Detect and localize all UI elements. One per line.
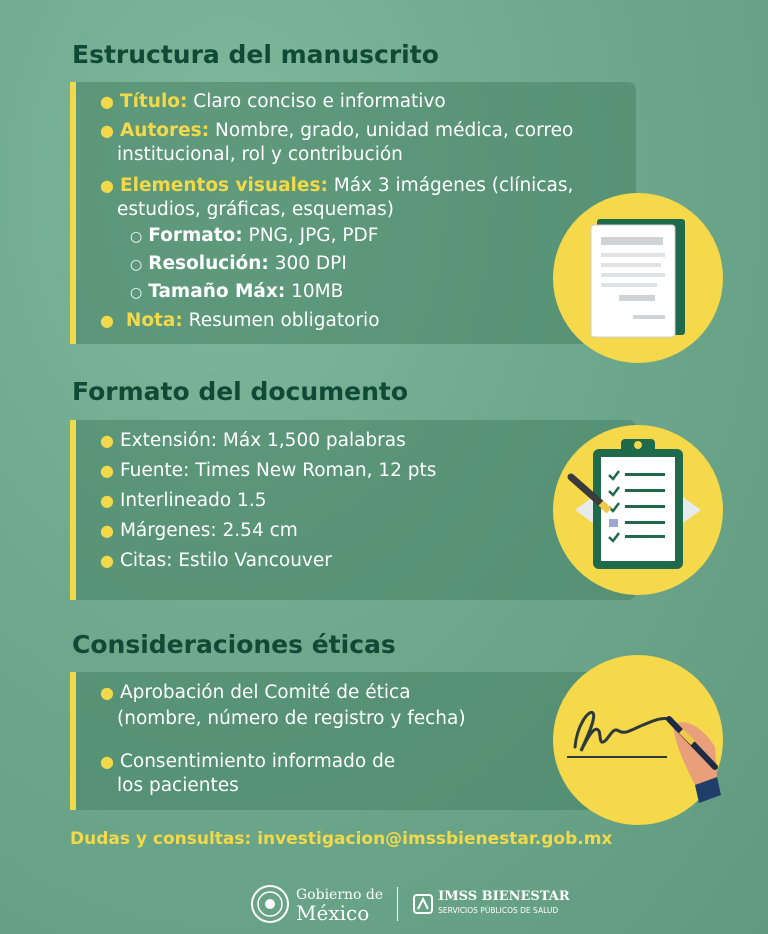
- signature-icon-circle: [553, 655, 723, 825]
- list-item-elementos-cont: estudios, gráficas, esquemas): [117, 199, 394, 220]
- sub-item-formato: ○ Formato: PNG, JPG, PDF: [130, 225, 379, 246]
- list-item-titulo: ● Título: Claro conciso e informativo: [100, 91, 446, 112]
- list-item-autores-cont: institucional, rol y contribución: [117, 144, 403, 165]
- list-item-citas: ● Citas: Estilo Vancouver: [100, 550, 332, 571]
- list-item-extension: ● Extensión: Máx 1,500 palabras: [100, 430, 406, 451]
- list-item-consentimiento-cont: los pacientes: [117, 775, 239, 796]
- gobierno-mexico-logo: Gobierno de México: [296, 887, 384, 925]
- government-seal-icon: [250, 884, 290, 924]
- documents-icon-circle: [553, 193, 723, 363]
- signature-pen-icon: [553, 655, 723, 825]
- clipboard-icon-circle: [553, 425, 723, 595]
- list-item-nota: ● Nota: Resumen obligatorio: [100, 310, 380, 331]
- list-item-autores: ● Autores: Nombre, grado, unidad médica, correo: [100, 120, 574, 141]
- list-item-margenes: ● Márgenes: 2.54 cm: [100, 520, 298, 541]
- imss-bienestar-logo-icon: [412, 893, 434, 915]
- logo-divider: [397, 887, 398, 921]
- section-title-manuscrito: Estructura del manuscrito: [72, 40, 439, 69]
- list-item-aprobacion-cont: (nombre, número de registro y fecha): [117, 708, 466, 729]
- sub-item-resolucion: ○ Resolución: 300 DPI: [130, 253, 347, 274]
- list-item-elementos: ● Elementos visuales: Máx 3 imágenes (clínicas,: [100, 175, 574, 196]
- list-item-fuente: ● Fuente: Times New Roman, 12 pts: [100, 460, 437, 481]
- imss-bienestar-logo: IMSS BIENESTAR SERVICIOS PÚBLICOS DE SALUD: [438, 889, 570, 915]
- clipboard-checklist-icon: [553, 425, 723, 595]
- sub-item-tamano: ○ Tamaño Máx: 10MB: [130, 281, 344, 302]
- documents-icon: [553, 193, 723, 363]
- section-title-eticas: Consideraciones éticas: [72, 630, 396, 659]
- list-item-consentimiento: ● Consentimiento informado de: [100, 751, 396, 772]
- section-title-formato: Formato del documento: [72, 377, 409, 406]
- contact-email-text: Dudas y consultas: investigacion@imssbienestar.gob.mx: [70, 829, 613, 849]
- footer-logos: [250, 882, 570, 926]
- list-item-aprobacion: ● Aprobación del Comité de ética: [100, 682, 411, 703]
- list-item-interlineado: ● Interlineado 1.5: [100, 490, 267, 511]
